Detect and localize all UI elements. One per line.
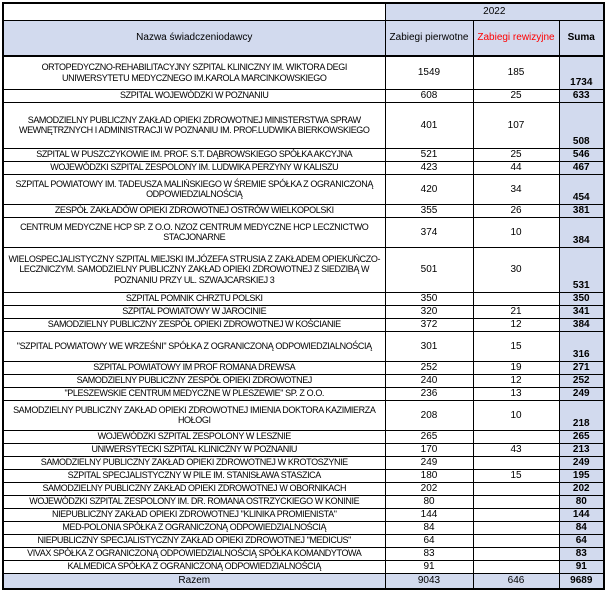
- provider-name-cell: VIVAX SPÓŁKA Z OGRANICZONĄ ODPOWIEDZIALNOŚCIĄ SPÓŁKA KOMANDYTOWA: [3, 547, 385, 560]
- provider-name-cell: SZPITAL WOJEWÓDZKI W POZNANIU: [3, 89, 385, 102]
- sum-cell: 341: [559, 305, 604, 318]
- sum-cell: 84: [559, 521, 604, 534]
- primary-count-cell: 180: [385, 469, 473, 482]
- revision-count-cell: 10: [473, 217, 559, 247]
- provider-name-cell: "SZPITAL POWIATOWY WE WRZEŚNI" SPÓŁKA Z OGRANICZONĄ ODPOWIEDZIALNOŚCIĄ: [3, 331, 385, 361]
- primary-count-cell: 170: [385, 443, 473, 456]
- revision-count-cell: [473, 456, 559, 469]
- sum-cell: 271: [559, 361, 604, 374]
- sum-cell: 265: [559, 430, 604, 443]
- primary-count-cell: 91: [385, 560, 473, 573]
- providers-table: [2, 2, 605, 590]
- provider-name-cell: SAMODZIELNY PUBLICZNY ZESPÓŁ OPIEKI ZDROWOTNEJ W KOŚCIANIE: [3, 318, 385, 331]
- table-row: [3, 374, 604, 387]
- col-header-provider-name: Nazwa świadczeniodawcy: [3, 20, 385, 56]
- sum-cell: 195: [559, 469, 604, 482]
- sum-cell: 467: [559, 161, 604, 174]
- revision-count-cell: 12: [473, 318, 559, 331]
- sum-cell: 202: [559, 482, 604, 495]
- provider-name-cell: CENTRUM MEDYCZNE HCP SP. Z O.O. NZOZ CENTRUM MEDYCZNE HCP LECZNICTWO STACJONARNE: [3, 217, 385, 247]
- revision-count-cell: [473, 292, 559, 305]
- table-row: [3, 508, 604, 521]
- table-row: [3, 495, 604, 508]
- provider-name-cell: ZESPÓŁ ZAKŁADÓW OPIEKI ZDROWOTNEJ OSTRÓW WIELKOPOLSKI: [3, 204, 385, 217]
- provider-name-cell: KALMEDICA SPÓŁKA Z OGRANICZONĄ ODPOWIEDZIALNOŚCIĄ: [3, 560, 385, 573]
- primary-count-cell: 80: [385, 495, 473, 508]
- table-row: [3, 456, 604, 469]
- corner-cell: [3, 3, 385, 20]
- revision-count-cell: 19: [473, 361, 559, 374]
- sum-cell: 508: [559, 102, 604, 148]
- primary-count-cell: 83: [385, 547, 473, 560]
- provider-name-cell: WOJEWÓDZKI SZPITAL ZESPOLONY IM. DR. ROMANA OSTRZYCKIEGO W KONINIE: [3, 495, 385, 508]
- primary-count-cell: 249: [385, 456, 473, 469]
- primary-count-cell: 252: [385, 361, 473, 374]
- provider-name-cell: NIEPUBLICZNY SPECJALISTYCZNY ZAKŁAD OPIEKI ZDROWOTNEJ "MEDICUS": [3, 534, 385, 547]
- table-row: [3, 469, 604, 482]
- sum-cell: 384: [559, 217, 604, 247]
- table-row: [3, 89, 604, 102]
- provider-name-cell: SZPITAL W PUSZCZYKOWIE IM. PROF. S.T. DĄBROWSKIEGO SPÓŁKA AKCYJNA: [3, 148, 385, 161]
- provider-name-cell: SZPITAL POWIATOWY IM PROF ROMANA DREWSA: [3, 361, 385, 374]
- provider-name-cell: ORTOPEDYCZNO-REHABILITACYJNY SZPITAL KLINICZNY IM. WIKTORA DEGI UNIWERSYTETU MEDYCZNEGO IM.KAROLA MARCINKOWSKIEGO: [3, 56, 385, 89]
- revision-count-cell: [473, 521, 559, 534]
- primary-count-cell: 374: [385, 217, 473, 247]
- col-header-revision-procedures: Zabiegi rewizyjne: [473, 20, 559, 56]
- sum-cell: 218: [559, 400, 604, 430]
- primary-count-cell: 423: [385, 161, 473, 174]
- sum-cell: 91: [559, 560, 604, 573]
- revision-count-cell: 13: [473, 387, 559, 400]
- revision-count-cell: [473, 560, 559, 573]
- table-row: [3, 56, 604, 89]
- provider-name-cell: WIELOSPECJALISTYCZNY SZPITAL MIEJSKI IM.JÓZEFA STRUSIA Z ZAKŁADEM OPIEKUŃCZO-LECZNICZYM. SAMODZIELNY PUBLICZNY ZAKŁAD OPIEKI ZDROWOTNEJ Z SIEDZIBĄ W POZNANIU PRZY UL. SZWAJCARSKIEJ 3: [3, 247, 385, 292]
- col-header-primary-procedures: Zabiegi pierwotne: [385, 20, 473, 56]
- sum-cell: 249: [559, 387, 604, 400]
- total-row: [3, 573, 604, 589]
- total-revision-count: 646: [473, 573, 559, 589]
- revision-count-cell: 26: [473, 204, 559, 217]
- primary-count-cell: 501: [385, 247, 473, 292]
- provider-name-cell: SAMODZIELNY PUBLICZNY ZESPÓŁ OPIEKI ZDROWOTNEJ: [3, 374, 385, 387]
- provider-name-cell: SAMODZIELNY PUBLICZNY ZAKŁAD OPIEKI ZDROWOTNEJ W KROTOSZYNIE: [3, 456, 385, 469]
- primary-count-cell: 265: [385, 430, 473, 443]
- revision-count-cell: [473, 495, 559, 508]
- sum-cell: 531: [559, 247, 604, 292]
- table-row: [3, 305, 604, 318]
- primary-count-cell: 608: [385, 89, 473, 102]
- revision-count-cell: 34: [473, 174, 559, 204]
- table-row: [3, 331, 604, 361]
- col-header-sum: Suma: [559, 20, 604, 56]
- sum-cell: 252: [559, 374, 604, 387]
- sum-cell: 454: [559, 174, 604, 204]
- table-row: [3, 174, 604, 204]
- table-row: [3, 204, 604, 217]
- year-header-row: [3, 3, 604, 20]
- primary-count-cell: 202: [385, 482, 473, 495]
- table-row: [3, 560, 604, 573]
- provider-name-cell: WOJEWÓDZKI SZPITAL ZESPOLONY IM. LUDWIKA PERZYNY W KALISZU: [3, 161, 385, 174]
- primary-count-cell: 355: [385, 204, 473, 217]
- table-row: [3, 521, 604, 534]
- provider-name-cell: SAMODZIELNY PUBLICZNY ZAKŁAD OPIEKI ZDROWOTNEJ MINISTERSTWA SPRAW WEWNĘTRZNYCH I ADMINISTRACJI W POZNANIU IM. PROF.LUDWIKA BIERKOWSKIEGO: [3, 102, 385, 148]
- revision-count-cell: 12: [473, 374, 559, 387]
- provider-name-cell: SAMODZIELNY PUBLICZNY ZAKŁAD OPIEKI ZDROWOTNEJ W OBORNIKACH: [3, 482, 385, 495]
- provider-name-cell: NIEPUBLICZNY ZAKŁAD OPIEKI ZDROWOTNEJ "KLINIKA PROMIENISTA": [3, 508, 385, 521]
- primary-count-cell: 236: [385, 387, 473, 400]
- provider-name-cell: WOJEWÓDZKI SZPITAL ZESPOLONY W LESZNIE: [3, 430, 385, 443]
- table-row: [3, 217, 604, 247]
- sum-cell: 213: [559, 443, 604, 456]
- provider-name-cell: SZPITAL SPECJALISTYCZNY W PILE IM. STANISŁAWA STASZICA: [3, 469, 385, 482]
- sum-cell: 64: [559, 534, 604, 547]
- revision-count-cell: 21: [473, 305, 559, 318]
- primary-count-cell: 320: [385, 305, 473, 318]
- revision-count-cell: 107: [473, 102, 559, 148]
- table-row: [3, 443, 604, 456]
- sum-cell: 546: [559, 148, 604, 161]
- primary-count-cell: 144: [385, 508, 473, 521]
- primary-count-cell: 521: [385, 148, 473, 161]
- table-row: [3, 161, 604, 174]
- table-row: [3, 400, 604, 430]
- primary-count-cell: 301: [385, 331, 473, 361]
- year-header: 2022: [385, 3, 604, 20]
- provider-name-cell: SZPITAL POMNIK CHRZTU POLSKI: [3, 292, 385, 305]
- revision-count-cell: [473, 482, 559, 495]
- primary-count-cell: 240: [385, 374, 473, 387]
- table-row: [3, 102, 604, 148]
- primary-count-cell: 420: [385, 174, 473, 204]
- revision-count-cell: [473, 534, 559, 547]
- revision-count-cell: 30: [473, 247, 559, 292]
- revision-count-cell: 15: [473, 331, 559, 361]
- sum-cell: 381: [559, 204, 604, 217]
- total-sum: 9689: [559, 573, 604, 589]
- revision-count-cell: 10: [473, 400, 559, 430]
- revision-count-cell: 25: [473, 148, 559, 161]
- primary-count-cell: 372: [385, 318, 473, 331]
- table-row: [3, 148, 604, 161]
- primary-count-cell: 208: [385, 400, 473, 430]
- primary-count-cell: 401: [385, 102, 473, 148]
- revision-count-cell: 44: [473, 161, 559, 174]
- revision-count-cell: 43: [473, 443, 559, 456]
- table-row: [3, 318, 604, 331]
- primary-count-cell: 350: [385, 292, 473, 305]
- sum-cell: 384: [559, 318, 604, 331]
- sum-cell: 144: [559, 508, 604, 521]
- table-row: [3, 361, 604, 374]
- provider-name-cell: SAMODZIELNY PUBLICZNY ZAKŁAD OPIEKI ZDROWOTNEJ IMIENIA DOKTORA KAZIMIERZA HOŁOGI: [3, 400, 385, 430]
- provider-name-cell: "PLESZEWSKIE CENTRUM MEDYCZNE W PLESZEWIE" SP. Z O.O.: [3, 387, 385, 400]
- table-row: [3, 482, 604, 495]
- revision-count-cell: [473, 430, 559, 443]
- primary-count-cell: 84: [385, 521, 473, 534]
- table-row: [3, 534, 604, 547]
- total-primary-count: 9043: [385, 573, 473, 589]
- revision-count-cell: [473, 547, 559, 560]
- column-header-row: [3, 20, 604, 56]
- primary-count-cell: 64: [385, 534, 473, 547]
- sum-cell: 1734: [559, 56, 604, 89]
- table-body: [3, 56, 604, 573]
- revision-count-cell: 185: [473, 56, 559, 89]
- sum-cell: 80: [559, 495, 604, 508]
- table-row: [3, 247, 604, 292]
- table-row: [3, 430, 604, 443]
- total-label: Razem: [3, 573, 385, 589]
- revision-count-cell: 15: [473, 469, 559, 482]
- provider-name-cell: SZPITAL POWIATOWY W JAROCINIE: [3, 305, 385, 318]
- provider-name-cell: UNIWERSYTECKI SZPITAL KLINICZNY W POZNANIU: [3, 443, 385, 456]
- provider-name-cell: SZPITAL POWIATOWY IM. TADEUSZA MALIŃSKIEGO W ŚREMIE SPÓŁKA Z OGRANICZONĄ ODPOWIEDZIALNOŚCIĄ: [3, 174, 385, 204]
- sum-cell: 316: [559, 331, 604, 361]
- table-row: [3, 292, 604, 305]
- provider-name-cell: MED-POLONIA SPÓŁKA Z OGRANICZONĄ ODPOWIEDZIALNOŚCIĄ: [3, 521, 385, 534]
- sum-cell: 249: [559, 456, 604, 469]
- primary-count-cell: 1549: [385, 56, 473, 89]
- sum-cell: 83: [559, 547, 604, 560]
- revision-count-cell: 25: [473, 89, 559, 102]
- sum-cell: 633: [559, 89, 604, 102]
- sum-cell: 350: [559, 292, 604, 305]
- table-row: [3, 547, 604, 560]
- table-row: [3, 387, 604, 400]
- revision-count-cell: [473, 508, 559, 521]
